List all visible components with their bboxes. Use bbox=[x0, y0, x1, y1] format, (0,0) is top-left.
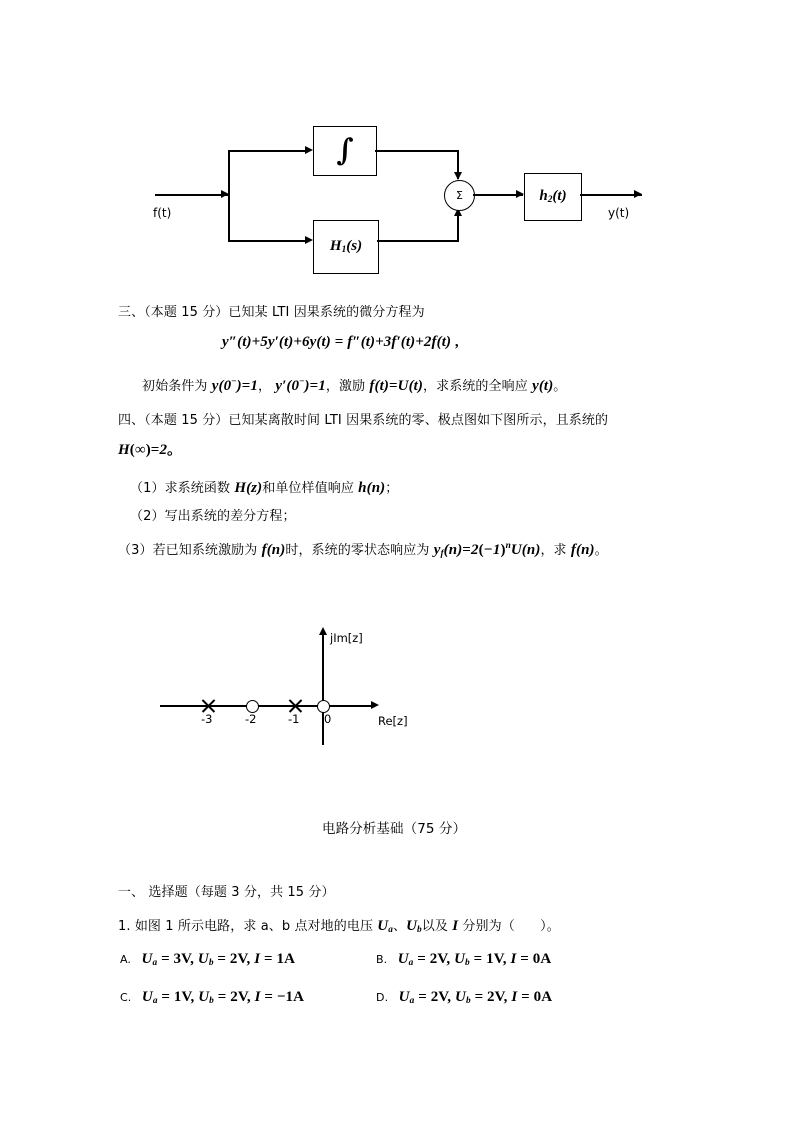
output-label: y(t) bbox=[608, 206, 630, 220]
section4-item-1: （1）求系统函数 H(z)和单位样值响应 h(n)； bbox=[130, 480, 399, 496]
h1-block bbox=[313, 220, 379, 274]
wire-to-h1 bbox=[228, 240, 306, 242]
output-wire bbox=[580, 194, 642, 196]
sigma-icon: Σ bbox=[456, 189, 463, 202]
option-b[interactable] bbox=[376, 949, 551, 970]
option-a-key: A. bbox=[120, 953, 132, 966]
option-d[interactable] bbox=[376, 987, 552, 1008]
integrator-block bbox=[313, 126, 377, 176]
block-diagram-figure bbox=[120, 110, 680, 295]
summing-junction bbox=[444, 180, 475, 211]
section4-item-3: （3）若已知系统激励为 f(n)时，系统的零状态响应为 $y_f(n)=2(-1)^nU(n)$，求 f(n)。 bbox=[118, 541, 608, 560]
imag-axis-line bbox=[322, 634, 324, 745]
real-axis-arrowhead bbox=[371, 701, 379, 709]
section3-conditions: 初始条件为 y(0−)=1， y′(0−)=1，激励 f(t)=U(t)，求系统的全响应 y(t)。 bbox=[142, 377, 567, 394]
h2-input-arrowhead bbox=[516, 190, 524, 198]
input-wire bbox=[155, 194, 229, 196]
circuit-question-1: 1. 如图 1 所示电路，求 a、b 点对地的电压 $U_a$、$U_b$以及 I 分别为（ ）。 bbox=[118, 918, 560, 936]
imag-axis-label: jIm[z] bbox=[330, 631, 363, 645]
output-arrowhead bbox=[634, 190, 642, 198]
option-a[interactable] bbox=[120, 949, 295, 970]
option-c-key: C. bbox=[120, 991, 132, 1004]
real-axis-line bbox=[160, 705, 375, 707]
circuit-part-title: 电路分析基础（75 分） bbox=[322, 821, 467, 837]
branch-bus bbox=[228, 150, 230, 242]
wire-integrator-out bbox=[375, 150, 459, 152]
option-c[interactable] bbox=[120, 987, 304, 1008]
imag-axis-arrowhead bbox=[319, 627, 327, 635]
circuit-section1-heading: 一、 选择题（每题 3 分，共 15 分） bbox=[118, 885, 335, 900]
option-b-text: $U_a = 2V$, $U_b = 1V$, I = 0A bbox=[397, 951, 552, 969]
h1-input-arrowhead bbox=[305, 236, 313, 244]
h2-label: $h_2(t)$ bbox=[539, 188, 567, 206]
option-c-text: $U_a = 1V$, $U_b = 2V$, I = −1A bbox=[141, 989, 305, 1007]
h1-label: $H_1(s)$ bbox=[329, 238, 363, 256]
tick-label-zero: 0 bbox=[324, 712, 332, 726]
option-d-key: D. bbox=[376, 991, 389, 1004]
h2-block bbox=[524, 173, 582, 221]
summer-top-arrowhead bbox=[454, 172, 462, 180]
tick-label-minus3: -3 bbox=[201, 712, 213, 726]
integrator-input-arrowhead bbox=[305, 146, 313, 154]
integral-icon: ∫ bbox=[336, 133, 354, 168]
section3-heading: 三、（本题 15 分）已知某 LTI 因果系统的微分方程为 bbox=[118, 305, 425, 320]
wire-h1-out bbox=[377, 240, 459, 242]
section4-heading: 四、（本题 15 分）已知某离散时间 LTI 因果系统的零、极点图如下图所示，且系统的 bbox=[118, 413, 609, 428]
input-label: f(t) bbox=[153, 206, 172, 220]
tick-label-minus2: -2 bbox=[245, 712, 257, 726]
wire-to-integrator bbox=[228, 150, 306, 152]
option-d-text: $U_a = 2V$, $U_b = 2V$, I = 0A bbox=[398, 989, 553, 1007]
section3-equation: y″(t)+5y′(t)+6y(t) = f″(t)+3f′(t)+2f(t) , bbox=[222, 334, 459, 350]
section4-item-2: （2）写出系统的差分方程； bbox=[130, 509, 296, 524]
pole-zero-figure bbox=[150, 610, 470, 745]
option-a-text: $U_a = 3V$, $U_b = 2V$, I = 1A bbox=[141, 951, 296, 969]
real-axis-label: Re[z] bbox=[378, 714, 408, 728]
section4-heading-line2: H(∞)=2。 bbox=[118, 442, 183, 458]
wire-h1-up bbox=[457, 213, 459, 242]
tick-label-minus1: -1 bbox=[288, 712, 300, 726]
option-b-key: B. bbox=[376, 953, 388, 966]
